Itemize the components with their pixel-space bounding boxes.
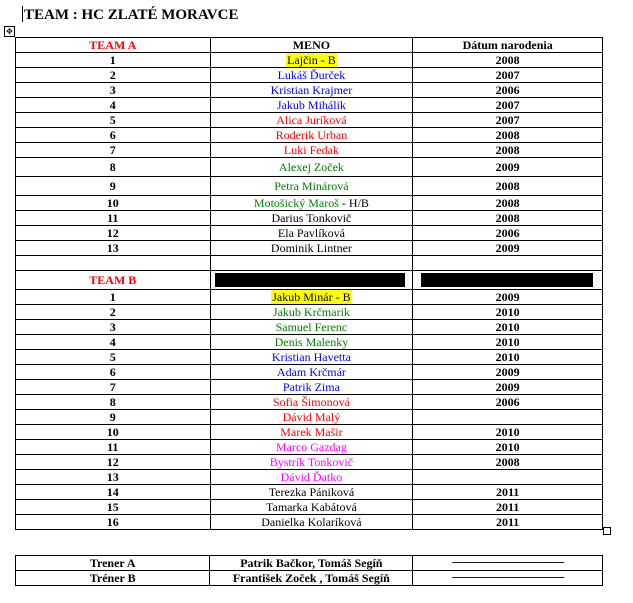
player-number: 15 (16, 500, 211, 515)
player-name-text: Bystrík Tonkovič (269, 455, 354, 469)
player-name-text: Kristian Havetta (271, 350, 351, 364)
player-name (210, 53, 413, 68)
player-name-text: Jakub Mihálik (276, 98, 346, 112)
player-number: 9 (16, 177, 211, 196)
player-name-text: Lukáš Ďurček (277, 68, 346, 82)
team_a-player-row (16, 211, 603, 226)
empty-cell (413, 256, 603, 271)
birth-year: 2009 (413, 380, 603, 395)
birth-year: 2006 (413, 226, 603, 241)
player-name-text: Marek Mašir (280, 425, 343, 439)
player-number: 2 (16, 305, 211, 320)
team_a-player-row (16, 113, 603, 128)
team_b-player-row (16, 305, 603, 320)
name-column-header: MENO (210, 38, 413, 53)
team-b-header-row (16, 271, 603, 290)
player-name (210, 241, 413, 256)
player-name (210, 485, 413, 500)
birth-year: 2008 (413, 128, 603, 143)
player-number: 13 (16, 241, 211, 256)
coach-role: Tréner B (16, 571, 210, 586)
team_b-player-row (16, 365, 603, 380)
birth-year: 2011 (413, 500, 603, 515)
player-number: 12 (16, 455, 211, 470)
player-number: 11 (16, 440, 211, 455)
team-a-header: TEAM A (16, 38, 211, 53)
player-number: 5 (16, 113, 211, 128)
team_b-player-row (16, 500, 603, 515)
player-name (210, 196, 413, 211)
birth-year: 2010 (413, 425, 603, 440)
birth-year: 2011 (413, 515, 603, 530)
birth-year: 2008 (413, 143, 603, 158)
player-name (210, 68, 413, 83)
coach-names: František Zoček , Tomáš Segíň (210, 571, 413, 586)
player-name (210, 226, 413, 241)
team_b-player-row (16, 290, 603, 305)
team_b-player-row (16, 515, 603, 530)
team_b-player-row (16, 485, 603, 500)
player-role-suffix: - H/B (338, 196, 369, 210)
coach-names: Patrik Bačkor, Tomáš Segíň (210, 556, 413, 571)
birth-year: 2010 (413, 320, 603, 335)
birth-year: 2008 (413, 196, 603, 211)
team_a-player-row (16, 226, 603, 241)
player-name (210, 395, 413, 410)
player-name-text: Dávid Malý (282, 410, 341, 424)
player-number: 2 (16, 68, 211, 83)
player-name (210, 470, 413, 485)
player-number: 7 (16, 380, 211, 395)
team_b-player-row (16, 425, 603, 440)
player-name (210, 143, 413, 158)
team_b-player-row (16, 455, 603, 470)
player-name (210, 455, 413, 470)
player-name (210, 211, 413, 226)
birth-year: 2010 (413, 440, 603, 455)
player-name-text: Alexej Zoček (278, 160, 344, 174)
player-number: 8 (16, 158, 211, 177)
player-name (210, 98, 413, 113)
birth-year: 2008 (413, 211, 603, 226)
coach-row (16, 571, 603, 586)
player-number: 8 (16, 395, 211, 410)
player-name (210, 113, 413, 128)
birth-year: 2006 (413, 395, 603, 410)
player-number: 11 (16, 211, 211, 226)
player-name (210, 380, 413, 395)
player-number: 3 (16, 320, 211, 335)
birth-year: 2009 (413, 158, 603, 177)
player-number: 6 (16, 365, 211, 380)
signature-line: ------------------------------------------------ (413, 571, 603, 586)
player-name (210, 335, 413, 350)
player-name-text: Marco Gazdag (275, 440, 347, 454)
team_b-player-row (16, 335, 603, 350)
team_a-player-row (16, 98, 603, 113)
redaction-bar (421, 273, 593, 287)
player-name-text: Jakub Krčmarik (272, 305, 350, 319)
player-name-text: Darius Tonkovič (271, 211, 352, 225)
birth-year (413, 410, 603, 425)
team_b-player-row (16, 380, 603, 395)
text-cursor (22, 6, 23, 22)
team_b-player-row (16, 410, 603, 425)
birth-year (413, 470, 603, 485)
redacted-cell (413, 271, 603, 290)
player-name-text: Roderik Urban (275, 128, 348, 142)
team-b-header: TEAM B (16, 271, 211, 290)
player-number: 10 (16, 196, 211, 211)
player-name (210, 410, 413, 425)
birth-year: 2008 (413, 53, 603, 68)
team_b-player-row (16, 440, 603, 455)
birth-year: 2008 (413, 455, 603, 470)
team_a-player-row (16, 177, 603, 196)
birth-year: 2007 (413, 98, 603, 113)
player-name (210, 320, 413, 335)
birth-year: 2009 (413, 365, 603, 380)
redacted-cell (210, 271, 413, 290)
player-name-text: Motošický Maroš (253, 196, 339, 210)
player-name-text: Ela Pavlíková (277, 226, 345, 240)
player-name-text: Lajčin - B (287, 53, 336, 67)
team_a-player-row (16, 241, 603, 256)
coach-row (16, 556, 603, 571)
team_a-player-row (16, 68, 603, 83)
empty-cell (210, 256, 413, 271)
player-name-text: Petra Minárová (274, 179, 349, 193)
player-name-text: Samuel Ferenc (275, 320, 348, 334)
player-name (210, 425, 413, 440)
player-number: 1 (16, 290, 211, 305)
player-number: 9 (16, 410, 211, 425)
player-name-text: Patrik Zima (282, 380, 340, 394)
signature-line: ------------------------------------------------ (413, 556, 603, 571)
player-name (210, 440, 413, 455)
player-number: 13 (16, 470, 211, 485)
player-name-text: Dominik Lintner (270, 241, 352, 255)
birth-year: 2010 (413, 350, 603, 365)
birth-year: 2007 (413, 113, 603, 128)
roster-table (15, 37, 603, 530)
redaction-bar (215, 273, 406, 287)
team_a-player-row (16, 128, 603, 143)
team_b-player-row (16, 320, 603, 335)
team_a-player-row (16, 83, 603, 98)
player-number: 6 (16, 128, 211, 143)
player-number: 12 (16, 226, 211, 241)
player-name-text: Adam Krčmár (276, 365, 346, 379)
birth-year: 2011 (413, 485, 603, 500)
player-name-text: Jakub Minár - B (272, 290, 351, 304)
document-title: TEAM : HC ZLATÉ MORAVCE (24, 7, 239, 23)
team_b-player-row (16, 395, 603, 410)
player-number: 10 (16, 425, 211, 440)
player-name-text: Luki Fedak (283, 143, 339, 157)
player-name (210, 177, 413, 196)
player-name-text: Alica Juríková (276, 113, 347, 127)
header-row (16, 38, 603, 53)
birth-year: 2009 (413, 290, 603, 305)
player-name (210, 350, 413, 365)
birth-year: 2010 (413, 305, 603, 320)
player-name-text: Denis Malenky (274, 335, 349, 349)
player-name (210, 290, 413, 305)
player-name (210, 305, 413, 320)
player-number: 5 (16, 350, 211, 365)
separator-row (16, 256, 603, 271)
player-number: 14 (16, 485, 211, 500)
player-number: 4 (16, 335, 211, 350)
player-name-text: Sofia Šimonová (272, 395, 350, 409)
coach-table (15, 555, 603, 586)
player-name-text: Danielka Kolaríková (261, 515, 362, 529)
birth-year: 2009 (413, 241, 603, 256)
player-name-text: Kristian Krajmer (270, 83, 353, 97)
team_a-player-row (16, 53, 603, 68)
player-name (210, 128, 413, 143)
player-number: 7 (16, 143, 211, 158)
table-move-handle-icon[interactable]: ✥ (4, 26, 15, 37)
coach-role: Trener A (16, 556, 210, 571)
player-name (210, 83, 413, 98)
team_a-player-row (16, 143, 603, 158)
player-name (210, 365, 413, 380)
team_b-player-row (16, 470, 603, 485)
player-number: 3 (16, 83, 211, 98)
player-number: 4 (16, 98, 211, 113)
birth-column-header: Dátum narodenia (413, 38, 603, 53)
player-name (210, 500, 413, 515)
team_a-player-row (16, 158, 603, 177)
player-name-text: Terezka Pániková (268, 485, 355, 499)
birth-year: 2010 (413, 335, 603, 350)
team_a-player-row (16, 196, 603, 211)
birth-year: 2006 (413, 83, 603, 98)
empty-cell (16, 256, 211, 271)
player-number: 1 (16, 53, 211, 68)
player-name (210, 158, 413, 177)
player-name (210, 515, 413, 530)
table-resize-handle[interactable] (603, 527, 611, 535)
player-name-text: Tamarka Kabátová (266, 500, 357, 514)
team_b-player-row (16, 350, 603, 365)
birth-year: 2008 (413, 177, 603, 196)
player-number: 16 (16, 515, 211, 530)
birth-year: 2007 (413, 68, 603, 83)
player-name-text: Dávid Ďatko (280, 470, 343, 484)
